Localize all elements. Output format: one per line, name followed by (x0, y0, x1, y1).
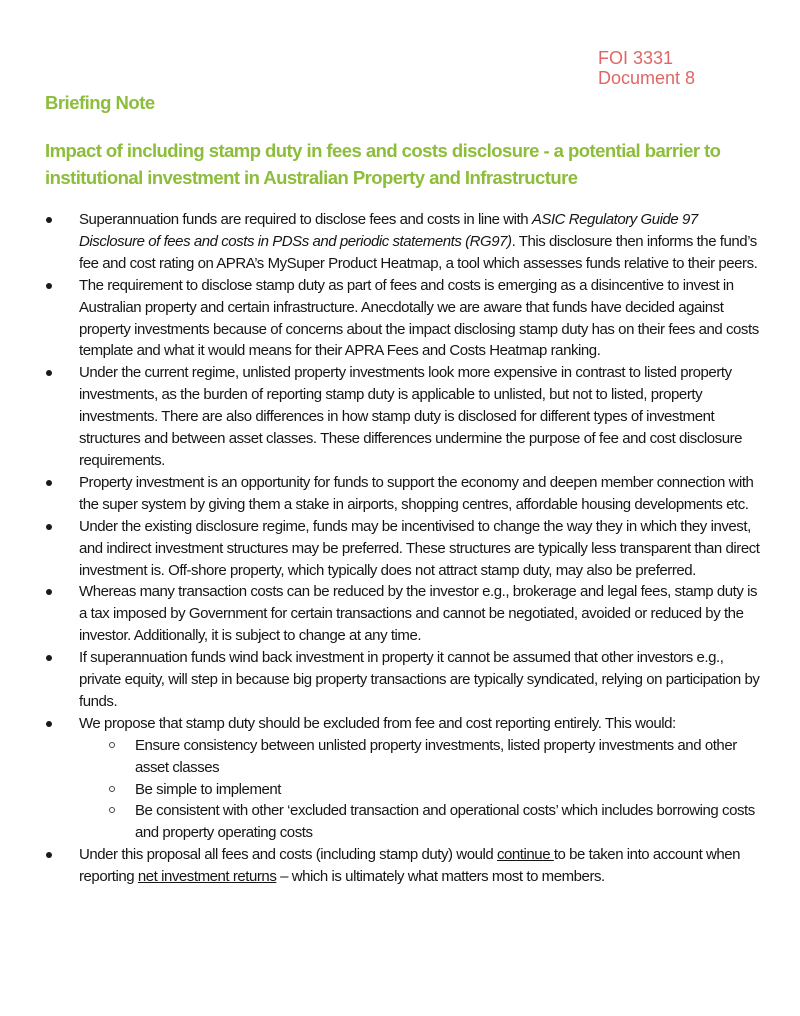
sub-bullet-item (79, 779, 760, 801)
bullet-icon (46, 217, 52, 223)
bullet-icon (46, 852, 52, 858)
bullet-item-proposal (0, 713, 800, 844)
sub-bullet-text: Be simple to implement (135, 780, 281, 798)
bullet-text (79, 846, 740, 885)
bullet-text: We propose that stamp duty should be excluded from fee and cost reporting entirely. This would: (79, 714, 676, 732)
document-title: Impact of including stamp duty in fees and costs disclosure - a potential barrier to institutional investment in Australian Property and Infrastructure (45, 140, 721, 188)
bullet-text: Under the existing disclosure regime, funds may be incentivised to change the way they in which they invest, and indirect investment structures may be preferred. These structures are typically less transparent than direct investment is. Off-shore property, which typically does not attract stamp duty, may also be preferred. (79, 517, 760, 579)
sub-bullet-text: Ensure consistency between unlisted property investments, listed property investments and other asset classes (135, 736, 737, 776)
underlined-net-investment-returns: net investment returns (137, 868, 277, 886)
bullet-text: Whereas many transaction costs can be reduced by the investor e.g., brokerage and legal fees, stamp duty is a tax imposed by Government for certain transactions and cannot be negotiated, avoided or reduced by the investor. Additionally, it is subject to change at any time. (79, 583, 758, 645)
rg97-reference: ASIC Regulatory Guide 97 Disclosure of fees and costs in PDSs and periodic statements (RG97) (79, 211, 698, 250)
bullet-icon (46, 589, 52, 595)
sub-bullet-item (79, 735, 760, 779)
hollow-bullet-icon (109, 786, 115, 792)
bullet-text: Property investment is an opportunity for funds to support the economy and deepen member connection with the super system by giving them a stake in airports, shopping centres, affordable housing developments etc. (79, 473, 754, 513)
bullet-list (0, 209, 800, 888)
bullet-item-opportunity (0, 472, 800, 516)
bullet-text-part: Under this proposal all fees and costs (including stamp duty) would (79, 846, 497, 864)
bullet-icon (46, 283, 52, 289)
bullet-item-wind-back (0, 647, 800, 713)
foi-stamp (598, 48, 695, 88)
bullet-item-rg97 (0, 209, 800, 275)
bullet-text-part: Superannuation funds are required to disclose fees and costs in line with (79, 211, 532, 228)
bullet-icon (46, 480, 52, 486)
bullet-icon (46, 721, 52, 727)
bullet-item-transaction-costs (0, 581, 800, 647)
bullet-text (79, 211, 757, 272)
bullet-item-disincentive (0, 275, 800, 363)
bullet-text-part: . This disclosure then informs the fund’s fee and cost rating on APRA’s MySuper Product Heatmap, a tool which assesses funds relative to their peers. (79, 232, 758, 272)
hollow-bullet-icon (109, 742, 115, 748)
bullet-text-part: – which is ultimately what matters most to members. (276, 868, 605, 886)
sub-bullet-text: Be consistent with other ‘excluded transaction and operational costs’ which includes borrowing costs and property operating costs (135, 802, 755, 842)
hollow-bullet-icon (109, 807, 115, 813)
bullet-item-net-returns (0, 844, 800, 888)
bullet-icon (46, 524, 52, 530)
sub-bullet-list (79, 735, 760, 845)
bullet-text: The requirement to disclose stamp duty as part of fees and costs is emerging as a disincentive to invest in Australian property and certain infrastructure. Anecdotally we are aware that funds have decided against property investments because of concerns about the impact disclosing stamp duty has on their fees and costs template and what it would means for their APRA Fees and Costs Heatmap ranking. (79, 276, 759, 360)
bullet-icon (46, 655, 52, 661)
bullet-item-current-regime (0, 362, 800, 472)
bullet-text: Under the current regime, unlisted property investments look more expensive in contrast to listed property investments, as the burden of reporting stamp duty is applicable to unlisted, but not to listed, property investments. There are also differences in how stamp duty is disclosed for different types of investment structures and between asset classes. These differences undermine the purpose of fee and cost disclosure requirements. (79, 364, 743, 469)
sub-bullet-item (79, 800, 760, 844)
document-number: Document 8 (598, 68, 696, 88)
bullet-text-part: to be taken into account when reporting (79, 846, 741, 886)
bullet-icon (46, 370, 52, 376)
bullet-item-existing-regime (0, 516, 800, 582)
underlined-continue: continue (496, 846, 554, 864)
briefing-note-label: Briefing Note (45, 92, 155, 113)
foi-number: FOI 3331 (598, 48, 674, 68)
bullet-text: If superannuation funds wind back investment in property it cannot be assumed that other investors e.g., private equity, will step in because big property transactions are typically syndicated, relying on participation by funds. (79, 649, 760, 710)
